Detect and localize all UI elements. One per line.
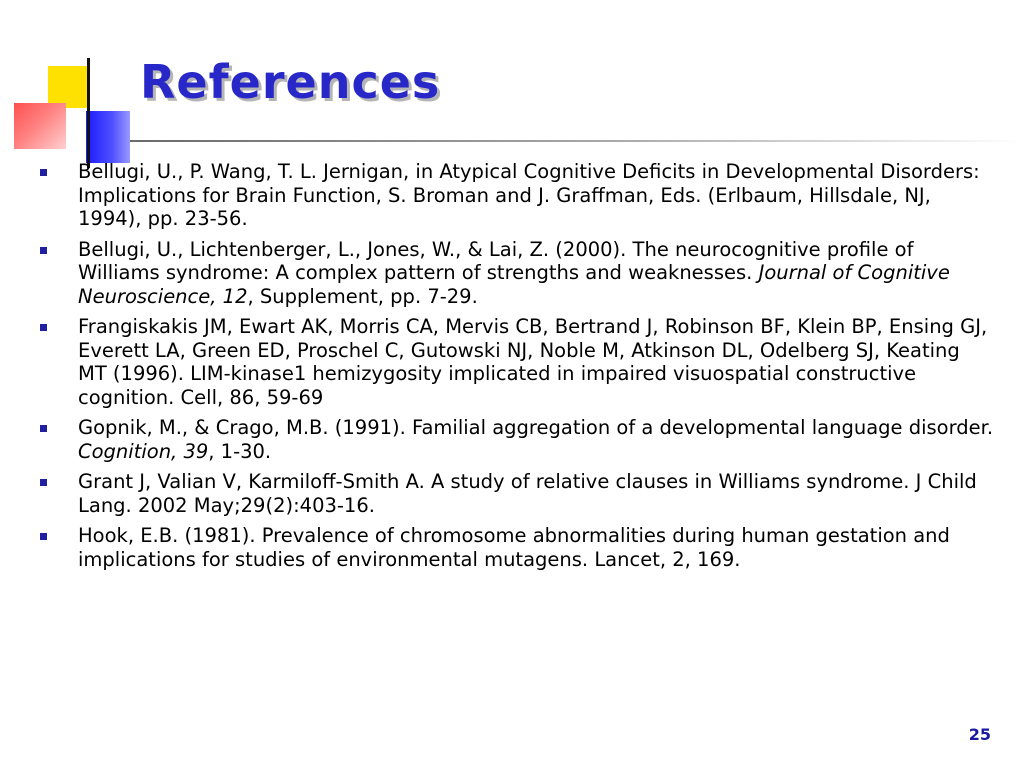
reference-italic-text: Journal of Cognitive Neuroscience, 12 — [78, 261, 950, 308]
reference-item — [36, 416, 994, 463]
reference-item — [36, 160, 994, 231]
logo-yellow-square — [48, 66, 90, 108]
bullet-icon — [40, 247, 47, 254]
logo-blue-square — [86, 111, 130, 163]
reference-text: Hook, E.B. (1981). Prevalence of chromosome abnormalities during human gestation and implications for studies of environmental mutagens. Lancet, 2, 169. — [78, 524, 950, 571]
reference-text: Gopnik, M., & Crago, M.B. (1991). Familial aggregation of a developmental language disorder. — [78, 416, 994, 439]
page-number: 25 — [968, 725, 991, 744]
slide-title: References — [140, 55, 441, 109]
reference-text: Grant J, Valian V, Karmiloff-Smith A. A study of relative clauses in Williams syndrome. J Child Lang. 2002 May;29(2):403-16. — [78, 470, 977, 517]
title-underline — [130, 140, 1024, 142]
reference-italic-text: Cognition, 39 — [78, 439, 209, 463]
bullet-icon — [40, 533, 47, 540]
reference-item — [36, 524, 994, 571]
bullet-icon — [40, 425, 47, 432]
reference-item — [36, 238, 994, 309]
bullet-icon — [40, 479, 47, 486]
reference-text: Bellugi, U., P. Wang, T. L. Jernigan, in Atypical Cognitive Deficits in Developmental Disorders: Implications for Brain Function, S. Broman and J. Graffman, Eds. (Erlbaum, Hillsdale, NJ, 1994), pp. 23-56. — [78, 160, 980, 230]
reference-item — [36, 470, 994, 517]
reference-text: Bellugi, U., Lichtenberger, L., Jones, W., & Lai, Z. (2000). The neurocognitive profile of Williams syndrome: A complex pattern of strengths and weaknesses. — [78, 237, 914, 284]
reference-text: Frangiskakis JM, Ewart AK, Morris CA, Mervis CB, Bertrand J, Robinson BF, Klein BP, Ensing GJ, Everett LA, Green ED, Proschel C, Gutowski NJ, Noble M, Atkinson DL, Odelberg SJ, Keating MT (1996). LIM-kinase1 hemizygosity implicated in impaired visuospatial constructive cognition. Cell, 86, 59-69 — [78, 315, 988, 409]
reference-item — [36, 315, 994, 409]
reference-text-tail: , 1-30. — [208, 439, 272, 463]
logo-red-square — [14, 103, 66, 149]
bullet-icon — [40, 169, 47, 176]
reference-list — [36, 160, 994, 578]
reference-text-tail: , Supplement, pp. 7-29. — [247, 284, 478, 308]
logo-vertical-line — [87, 58, 90, 168]
bullet-icon — [40, 324, 47, 331]
